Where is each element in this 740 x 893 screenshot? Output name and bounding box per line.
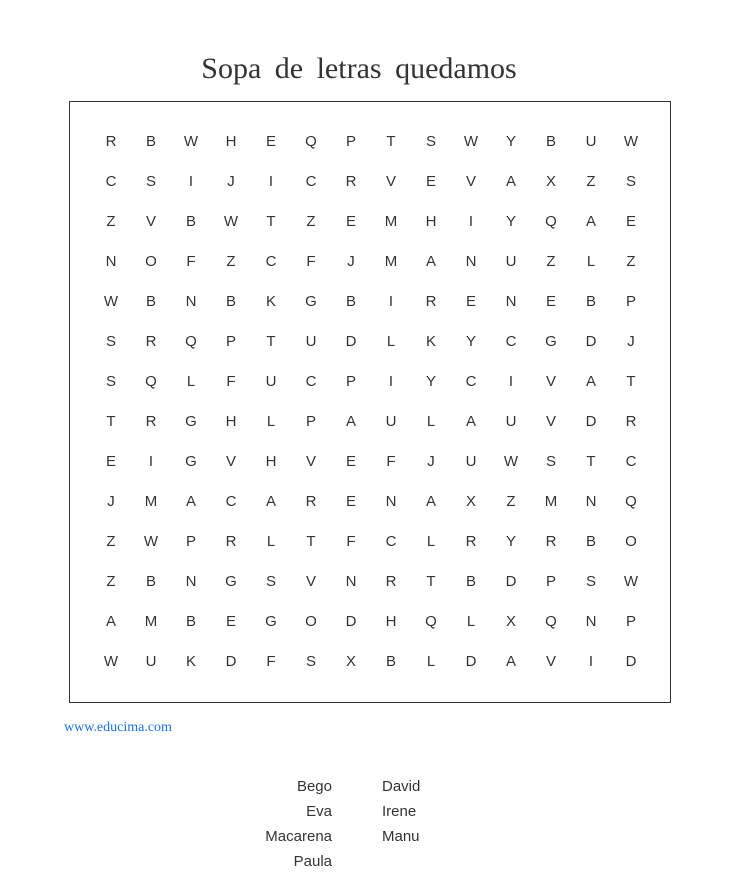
- educima-link[interactable]: www.educima.com: [64, 720, 172, 735]
- grid-letter: H: [225, 132, 237, 150]
- grid-letter: L: [186, 372, 196, 390]
- grid-letter: Z: [506, 492, 516, 510]
- grid-letter: W: [623, 572, 639, 590]
- grid-letter: V: [305, 572, 316, 590]
- grid-letter: P: [625, 292, 636, 310]
- grid-letter: A: [585, 372, 596, 390]
- grid-letter: A: [185, 492, 196, 510]
- grid-letter: T: [266, 332, 276, 350]
- grid-letter: G: [185, 412, 197, 430]
- grid-letter: V: [465, 172, 476, 190]
- grid-letter: S: [625, 172, 636, 190]
- grid-letter: V: [545, 412, 556, 430]
- grid-letter: D: [625, 652, 637, 670]
- grid-letter: N: [105, 252, 117, 270]
- grid-letter: Z: [106, 212, 116, 230]
- grid-letter: I: [388, 372, 394, 390]
- grid-letter: C: [305, 372, 317, 390]
- grid-letter: J: [347, 252, 355, 270]
- grid-letter: W: [223, 212, 239, 230]
- grid-letter: Q: [185, 332, 197, 350]
- grid-letter: L: [266, 532, 276, 550]
- grid-letter: F: [186, 252, 196, 270]
- grid-letter: L: [586, 252, 596, 270]
- grid-letter: D: [585, 332, 597, 350]
- grid-letter: A: [505, 172, 516, 190]
- grid-letter: D: [225, 652, 237, 670]
- grid-letter: L: [426, 532, 436, 550]
- word-list-left: [265, 774, 332, 874]
- grid-letter: N: [345, 572, 357, 590]
- grid-letter: J: [427, 452, 435, 470]
- grid-letter: U: [505, 252, 517, 270]
- word-list-item: David: [382, 778, 421, 795]
- grid-letter: N: [385, 492, 397, 510]
- grid-letter: Z: [306, 212, 316, 230]
- grid-letter: I: [508, 372, 514, 390]
- grid-letter: E: [465, 292, 476, 310]
- grid-letter: Q: [545, 612, 557, 630]
- grid-letter: U: [585, 132, 597, 150]
- grid-letter: S: [145, 172, 156, 190]
- grid-letter: B: [185, 212, 196, 230]
- grid-letter: I: [268, 172, 274, 190]
- grid-letter: R: [545, 532, 557, 550]
- grid-letter: O: [305, 612, 317, 630]
- grid-letter: C: [465, 372, 477, 390]
- grid-letter: E: [345, 492, 356, 510]
- grid-letter: Z: [106, 572, 116, 590]
- grid-letter: A: [465, 412, 476, 430]
- grid-letter: L: [426, 412, 436, 430]
- letter-grid: [91, 121, 651, 681]
- grid-letter: E: [265, 132, 276, 150]
- grid-letter: I: [148, 452, 154, 470]
- grid-letter: N: [585, 612, 597, 630]
- grid-letter: Q: [425, 612, 437, 630]
- grid-letter: N: [185, 292, 197, 310]
- grid-letter: K: [265, 292, 276, 310]
- grid-letter: U: [385, 412, 397, 430]
- grid-letter: Z: [106, 532, 116, 550]
- grid-letter: P: [345, 132, 356, 150]
- grid-letter: E: [345, 452, 356, 470]
- grid-letter: D: [505, 572, 517, 590]
- word-list-item: Paula: [293, 853, 332, 870]
- grid-letter: S: [585, 572, 596, 590]
- grid-letter: E: [545, 292, 556, 310]
- grid-letter: B: [145, 292, 156, 310]
- grid-letter: V: [385, 172, 396, 190]
- grid-letter: P: [545, 572, 556, 590]
- grid-letter: I: [388, 292, 394, 310]
- grid-letter: A: [345, 412, 356, 430]
- grid-letter: Z: [586, 172, 596, 190]
- grid-letter: T: [626, 372, 636, 390]
- grid-letter: T: [386, 132, 396, 150]
- grid-letter: R: [225, 532, 237, 550]
- page-title: Sopa de letras quedamos: [201, 52, 517, 85]
- grid-letter: J: [227, 172, 235, 190]
- grid-letter: S: [545, 452, 556, 470]
- grid-letter: A: [425, 492, 436, 510]
- grid-letter: K: [425, 332, 436, 350]
- grid-letter: L: [466, 612, 476, 630]
- grid-letter: R: [425, 292, 437, 310]
- grid-letter: W: [143, 532, 159, 550]
- grid-letter: T: [106, 412, 116, 430]
- grid-letter: M: [144, 612, 158, 630]
- grid-letter: A: [105, 612, 116, 630]
- grid-letter: H: [425, 212, 437, 230]
- grid-letter: U: [265, 372, 277, 390]
- grid-letter: I: [188, 172, 194, 190]
- grid-letter: Q: [625, 492, 637, 510]
- grid-letter: H: [265, 452, 277, 470]
- grid-letter: R: [145, 332, 157, 350]
- grid-letter: V: [225, 452, 236, 470]
- grid-letter: X: [505, 612, 516, 630]
- grid-letter: W: [503, 452, 519, 470]
- grid-letter: R: [145, 412, 157, 430]
- grid-letter: A: [265, 492, 276, 510]
- grid-letter: N: [185, 572, 197, 590]
- grid-letter: C: [105, 172, 117, 190]
- grid-letter: C: [305, 172, 317, 190]
- grid-letter: B: [345, 292, 356, 310]
- grid-letter: B: [585, 532, 596, 550]
- grid-letter: I: [588, 652, 594, 670]
- grid-letter: U: [465, 452, 477, 470]
- grid-letter: N: [585, 492, 597, 510]
- grid-letter: S: [305, 652, 316, 670]
- grid-letter: T: [586, 452, 596, 470]
- grid-letter: Y: [505, 532, 516, 550]
- grid-letter: M: [544, 492, 558, 510]
- grid-letter: P: [185, 532, 196, 550]
- grid-letter: Z: [626, 252, 636, 270]
- grid-letter: R: [105, 132, 117, 150]
- grid-letter: G: [225, 572, 237, 590]
- grid-letter: S: [425, 132, 436, 150]
- grid-letter: V: [305, 452, 316, 470]
- grid-letter: F: [226, 372, 236, 390]
- grid-letter: P: [225, 332, 236, 350]
- grid-letter: D: [585, 412, 597, 430]
- grid-letter: X: [545, 172, 556, 190]
- word-list-right: [382, 774, 420, 849]
- grid-letter: Z: [546, 252, 556, 270]
- grid-letter: D: [465, 652, 477, 670]
- grid-letter: V: [145, 212, 156, 230]
- grid-letter: F: [306, 252, 316, 270]
- grid-letter: C: [225, 492, 237, 510]
- grid-letter: M: [144, 492, 158, 510]
- grid-letter: A: [505, 652, 516, 670]
- grid-letter: G: [265, 612, 277, 630]
- grid-letter: F: [346, 532, 356, 550]
- grid-letter: Y: [425, 372, 436, 390]
- grid-letter: E: [105, 452, 116, 470]
- grid-letter: P: [345, 372, 356, 390]
- grid-letter: B: [145, 132, 156, 150]
- grid-letter: G: [305, 292, 317, 310]
- grid-letter: D: [345, 612, 357, 630]
- grid-letter: Q: [305, 132, 317, 150]
- grid-letter: E: [225, 612, 236, 630]
- grid-letter: R: [465, 532, 477, 550]
- grid-letter: I: [468, 212, 474, 230]
- grid-letter: B: [225, 292, 236, 310]
- grid-letter: D: [345, 332, 357, 350]
- grid-letter: G: [185, 452, 197, 470]
- grid-letter: V: [545, 372, 556, 390]
- grid-letter: A: [585, 212, 596, 230]
- grid-letter: Y: [505, 132, 516, 150]
- grid-letter: T: [426, 572, 436, 590]
- grid-letter: L: [266, 412, 276, 430]
- word-list-item: Macarena: [265, 828, 332, 845]
- grid-letter: R: [345, 172, 357, 190]
- grid-letter: J: [627, 332, 635, 350]
- grid-letter: Q: [145, 372, 157, 390]
- grid-letter: B: [385, 652, 396, 670]
- grid-letter: B: [145, 572, 156, 590]
- grid-letter: O: [625, 532, 637, 550]
- grid-letter: W: [463, 132, 479, 150]
- grid-letter: B: [465, 572, 476, 590]
- grid-letter: H: [385, 612, 397, 630]
- grid-letter: C: [625, 452, 637, 470]
- grid-letter: Y: [505, 212, 516, 230]
- word-list-item: Bego: [296, 778, 332, 795]
- word-list-item: Manu: [382, 828, 420, 845]
- grid-letter: T: [266, 212, 276, 230]
- grid-letter: G: [545, 332, 557, 350]
- grid-letter: P: [625, 612, 636, 630]
- grid-letter: W: [103, 652, 119, 670]
- grid-letter: B: [185, 612, 196, 630]
- grid-letter: M: [384, 212, 398, 230]
- grid-letter: S: [105, 372, 116, 390]
- grid-letter: L: [426, 652, 436, 670]
- grid-letter: E: [625, 212, 636, 230]
- grid-letter: Z: [226, 252, 236, 270]
- grid-letter: E: [425, 172, 436, 190]
- grid-letter: W: [623, 132, 639, 150]
- grid-letter: R: [305, 492, 317, 510]
- grid-letter: X: [465, 492, 476, 510]
- grid-letter: P: [305, 412, 316, 430]
- grid-letter: H: [225, 412, 237, 430]
- grid-letter: B: [585, 292, 596, 310]
- grid-letter: C: [385, 532, 397, 550]
- word-search-board: [69, 101, 671, 703]
- word-list-item: Eva: [306, 803, 332, 820]
- grid-letter: W: [103, 292, 119, 310]
- grid-letter: F: [266, 652, 276, 670]
- grid-letter: F: [386, 452, 396, 470]
- grid-letter: A: [425, 252, 436, 270]
- grid-letter: N: [465, 252, 477, 270]
- word-list-item: Irene: [382, 803, 417, 820]
- grid-letter: X: [345, 652, 356, 670]
- grid-letter: K: [185, 652, 196, 670]
- grid-letter: T: [306, 532, 316, 550]
- grid-letter: V: [545, 652, 556, 670]
- grid-letter: R: [625, 412, 637, 430]
- grid-letter: O: [145, 252, 157, 270]
- grid-letter: B: [545, 132, 556, 150]
- grid-letter: U: [145, 652, 157, 670]
- grid-letter: U: [505, 412, 517, 430]
- grid-letter: C: [505, 332, 517, 350]
- grid-letter: S: [105, 332, 116, 350]
- grid-letter: J: [107, 492, 115, 510]
- grid-letter: N: [505, 292, 517, 310]
- grid-letter: M: [384, 252, 398, 270]
- grid-letter: S: [265, 572, 276, 590]
- grid-letter: R: [385, 572, 397, 590]
- grid-letter: C: [265, 252, 277, 270]
- grid-letter: L: [386, 332, 396, 350]
- grid-letter: W: [183, 132, 199, 150]
- grid-letter: E: [345, 212, 356, 230]
- grid-letter: Y: [465, 332, 476, 350]
- grid-letter: Q: [545, 212, 557, 230]
- grid-letter: U: [305, 332, 317, 350]
